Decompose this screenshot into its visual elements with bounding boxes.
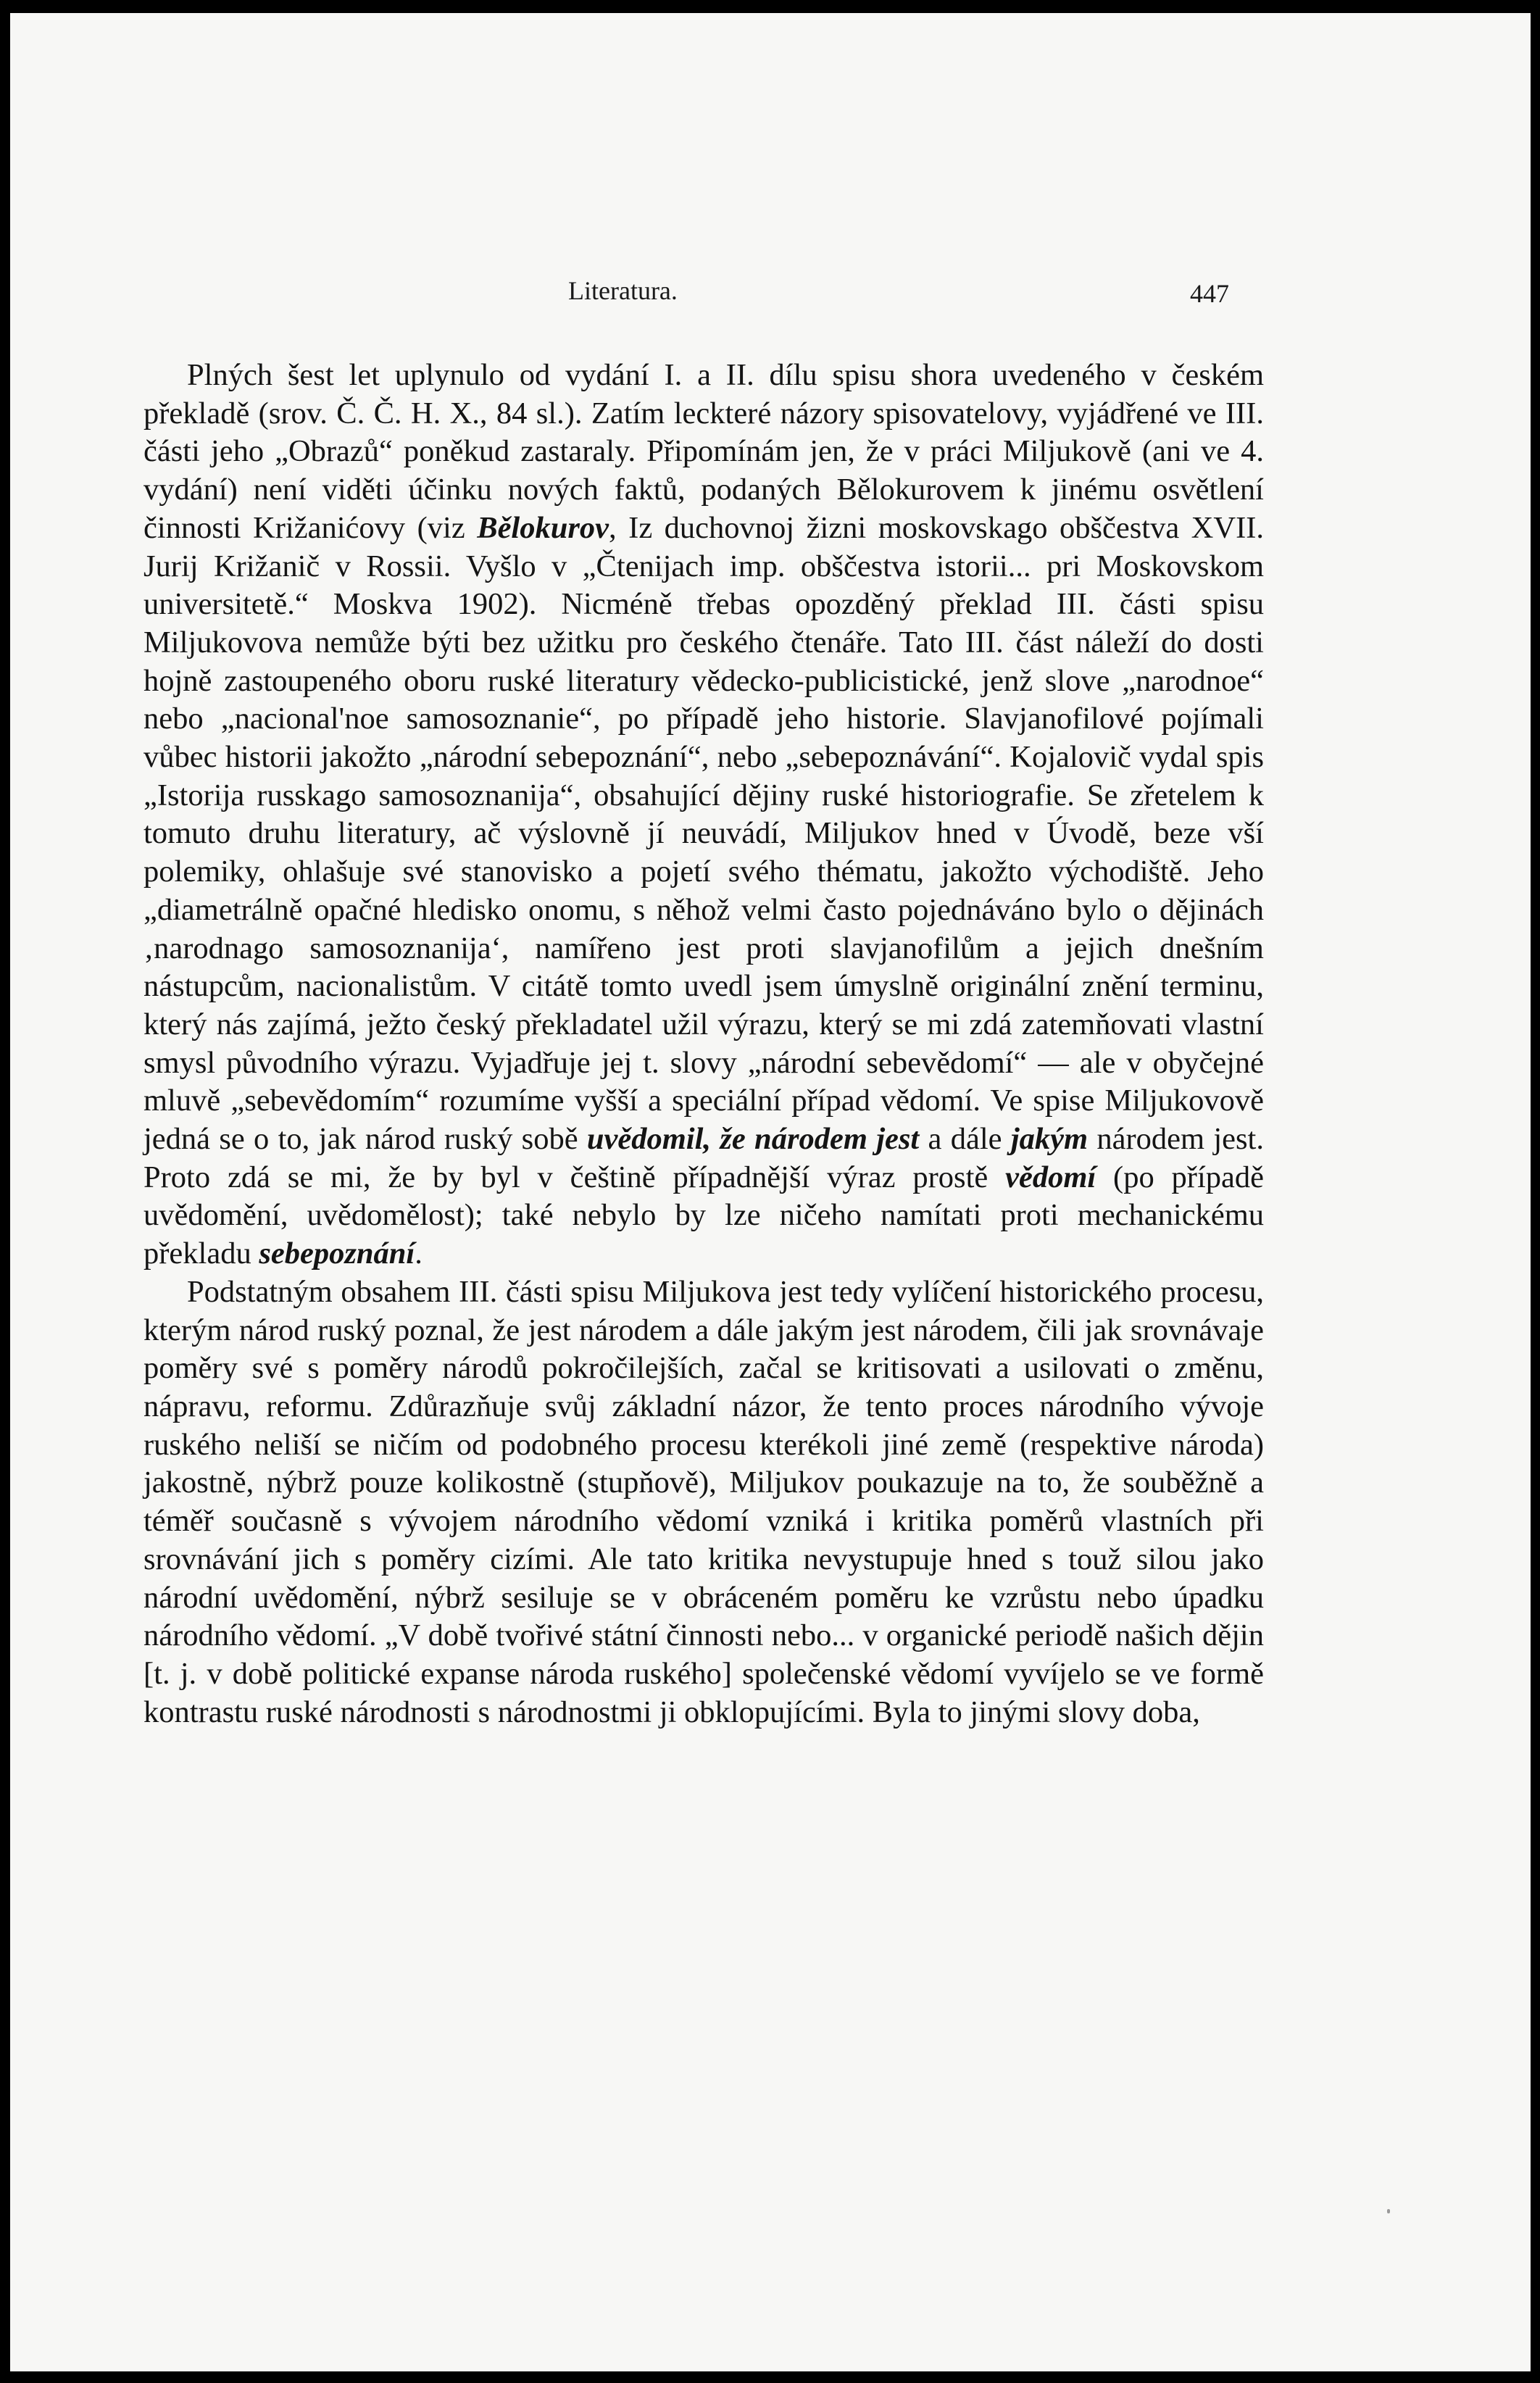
text-run: Plných šest let uplynulo od vydání I. a II. dílu spisu shora uvedeného v českém překladě (srov. Č. Č. H. X., 84 sl.). Zatím leckteré názory spisovatelovy, vyjádřené ve III. části jeho „Obrazů“ poněkud zastaraly. Připomínám jen, že v práci Miljukově (ani ve 4. vydání) není viděti účinku nových faktů, podaných Bělokurovem k jinému osvětlení činnosti Križanićovy (viz [143,358,1264,545]
italic-term: vědomí [1005,1160,1096,1194]
scan-speck [1387,2209,1390,2213]
italic-term: jakým [1010,1122,1089,1157]
text-run: národem jest. Proto zdá se mi, že by byl v češtině případnější výraz prostě [143,1122,1264,1194]
italic-term: uvědomil, že národem jest [586,1122,920,1157]
paragraph [143,1273,1264,1731]
paragraph [143,357,1264,1273]
italic-term: sebepoznání [259,1236,415,1271]
body-text [143,357,1264,1731]
running-header [10,275,1531,319]
text-run: Podstatným obsahem III. části spisu Miljukova jest tedy vylíčení historického procesu, kterým národ ruský poznal, že jest národem a dále jakým jest národem, čili jak srovnávaje poměry své s poměry národů pokročilejších, začal se kritisovati a usilovati o změnu, nápravu, reformu. Zdůrazňuje svůj základní názor, že tento proces národního vývoje ruského neliší se ničím od podobného procesu kterékoli jiné země (respektive národa) jakostně, nýbrž pouze kolikostně (stupňově), Miljukov poukazuje na to, že souběžně a téměř současně s vývojem národního vědomí vzniká i kritika poměrů vlastních při srovnávání jich s poměry cizími. Ale tato kritika nevystupuje hned s touž silou jako národní uvědomění, nýbrž sesiluje se v obráceném poměru ke vzrůstu nebo úpadku národního vědomí. „V době tvořivé státní činnosti nebo... v organické periodě našich dějin [t. j. v době politické expanse národa ruského] společenské vědomí vyvíjelo se ve formě kontrastu ruské národnosti s národnostmi ji obklopujícími. Byla to jinými slovy doba, [143,1274,1264,1729]
text-run: , Iz duchovnoj žizni moskovskago obščestva XVII. Jurij Križanič v Rossii. Vyšlo v „Čtenijach imp. obščestva istorii... pri Moskovskom universitetě.“ Moskva 1902). Nicméně třebas opozděný překlad III. části spisu Miljukovova nemůže býti bez užitku pro českého čtenáře. Tato III. část náleží do dosti hojně zastoupeného oboru ruské literatury vědecko-publicistické, jenž slove „narodnoe“ nebo „nacional'noe samosoznanie“, po případě jeho historie. Slavjanofilové pojímali vůbec historii jakožto „národní sebepoznání“, nebo „sebepoznávání“. Kojalovič vydal spis „Istorija russkago samosoznanija“, obsahující dějiny ruské historiografie. Se zřetelem k tomuto druhu literatury, ač výslovně jí neuvádí, Miljukov hned v Úvodě, beze vší polemiky, ohlašuje své stanovisko a pojetí svého thématu, jakožto východiště. Jeho „diametrálně opačné hledisko onomu, s něhož velmi často pojednáváno bylo o dějinách ‚narodnago samosoznanija‘, namířeno jest proti slavjanofilům a jejich dnešním nástupcům, nacionalistům. V citátě tomto uvedl jsem úmyslně originální znění terminu, který nás zajímá, ježto český překladatel užil výrazu, který se mi zdá zatemňovati vlastní smysl původního výrazu. Vyjadřuje jej t. slovy „národní sebevědomí“ — ale v obyčejné mluvě „sebevědomím“ rozumíme vyšší a speciální případ vědomí. Ve spise Miljukovově jedná se o to, jak národ ruský sobě [143,510,1264,1157]
book-page [10,13,1531,2371]
text-run: . [415,1236,423,1271]
text-run: (po případě uvědomění, uvědomělost); také nebylo by lze ničeho namítati proti mechanickému překladu [143,1160,1264,1271]
text-run: a dále [919,1122,1011,1157]
running-title: Literatura. [568,276,678,305]
italic-term: Bělokurov [477,510,609,545]
page-number: 447 [1190,279,1229,308]
